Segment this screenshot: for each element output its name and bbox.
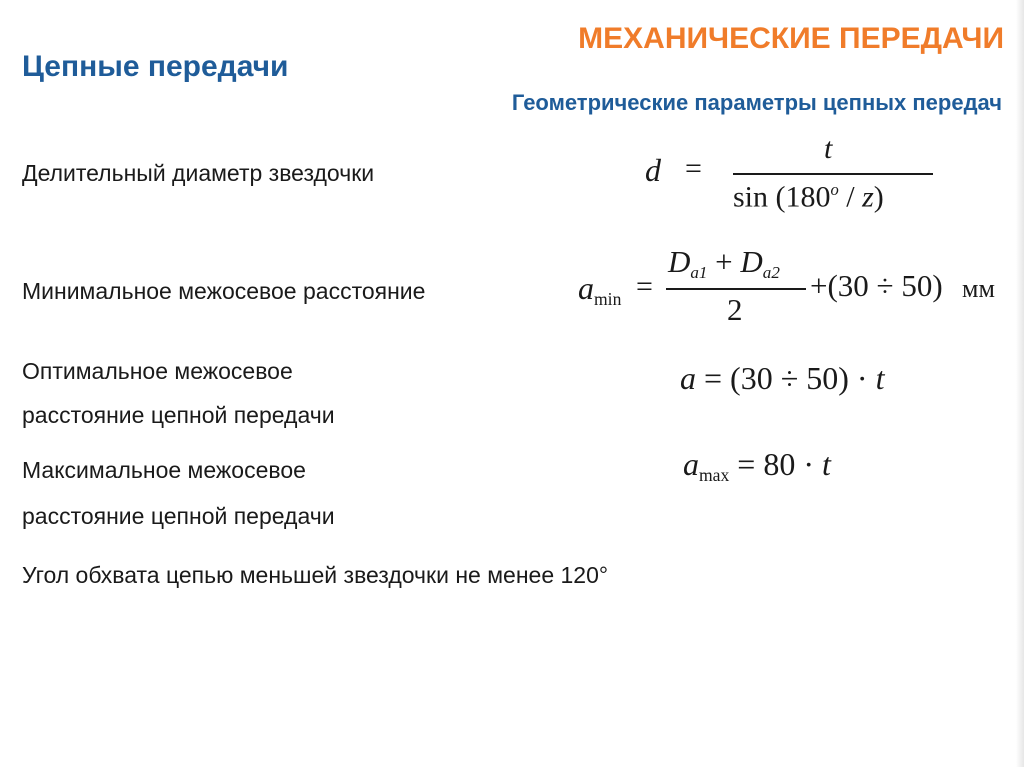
formula-amin-eq: = bbox=[636, 270, 653, 303]
label-pitch-diameter: Делительный диаметр звездочки bbox=[22, 160, 375, 186]
slide-subtitle: Геометрические параметры цепных передач bbox=[511, 90, 1002, 115]
formula-d-close-paren: ) bbox=[873, 180, 884, 214]
formula-amin-lhs: $a_{min}$ bbox=[578, 270, 622, 310]
formula-d-denominator bbox=[733, 180, 884, 215]
footer-note: Угол обхвата цепью меньшей звездочки не менее 120° bbox=[22, 562, 609, 588]
formula-d-fraction-bar bbox=[733, 173, 933, 175]
formula-d-z: z bbox=[862, 180, 874, 214]
formula-d-eq: = bbox=[685, 152, 702, 185]
formula-d-lhs: d bbox=[645, 152, 661, 188]
formula-max-center-distance: $a_{max} = 80 \cdot t$ bbox=[683, 446, 831, 486]
formula-amin-fraction-bar bbox=[666, 288, 806, 290]
label-max-center-distance-line2: расстояние цепной передачи bbox=[22, 503, 335, 529]
formula-amin-unit: мм bbox=[962, 274, 995, 303]
slide-title: Цепные передачи bbox=[22, 50, 289, 83]
label-min-center-distance: Минимальное межосевое расстояние bbox=[22, 278, 426, 304]
formula-d-open-paren: ( bbox=[775, 180, 786, 214]
section-header: МЕХАНИЧЕСКИЕ ПЕРЕДАЧИ bbox=[578, 22, 1004, 55]
formula-d-angle: 180 bbox=[785, 180, 831, 214]
formula-d-degree: o bbox=[830, 180, 839, 199]
formula-amin-denominator: 2 bbox=[727, 292, 743, 327]
label-opt-center-distance-line1: Оптимальное межосевое bbox=[22, 358, 293, 384]
formula-amin-numerator: $D_{a1} + D_{a2}$ bbox=[668, 244, 780, 282]
formula-amin-range: +(30 ÷ 50) bbox=[810, 268, 943, 303]
formula-d-sin: sin bbox=[733, 180, 769, 214]
label-opt-center-distance-line2: расстояние цепной передачи bbox=[22, 402, 335, 428]
formula-d-numerator: t bbox=[824, 132, 833, 165]
formula-opt-center-distance: a = (30 ÷ 50) · t bbox=[680, 360, 885, 396]
label-max-center-distance-line1: Максимальное межосевое bbox=[22, 457, 306, 483]
slide-edge-shadow bbox=[1016, 0, 1024, 767]
formula-d-slash: / bbox=[846, 180, 855, 214]
